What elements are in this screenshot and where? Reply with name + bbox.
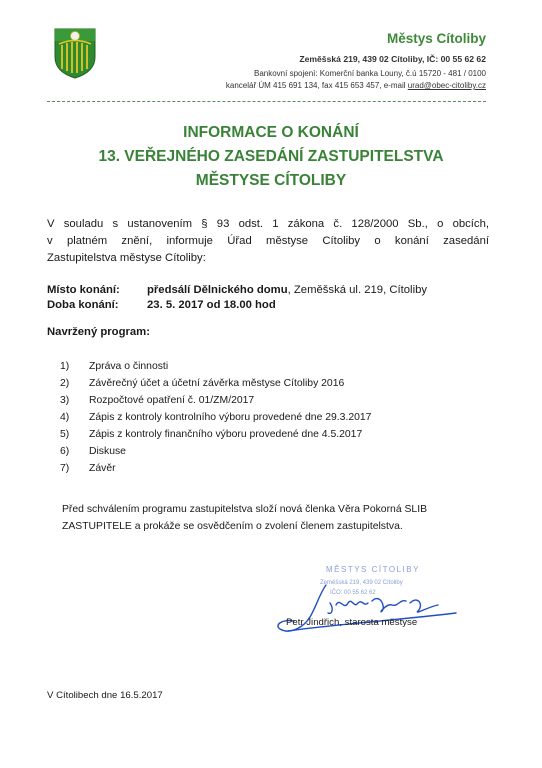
- program-list: [60, 358, 371, 477]
- list-item-number: 3): [60, 395, 70, 406]
- list-item-text: Diskuse: [89, 446, 126, 457]
- list-item-number: 1): [60, 361, 70, 372]
- list-item-number: 2): [60, 378, 70, 389]
- town-name: Městys Cítoliby: [386, 31, 486, 46]
- bank-details: Bankovní spojení: Komerční banka Louny, č.ú 15720 - 481 / 0100: [253, 69, 486, 78]
- list-item-text: Rozpočtové opatření č. 01/ZM/2017: [89, 395, 255, 406]
- list-item-text: Zpráva o činnosti: [89, 361, 169, 372]
- list-item: [60, 375, 371, 392]
- document-title-line-3: MĚSTYSE CÍTOLIBY: [195, 172, 347, 189]
- header-divider: [47, 101, 486, 102]
- list-item-number: 6): [60, 446, 70, 457]
- list-item: [60, 392, 371, 409]
- meeting-place-venue: předsálí Dělnického domu: [147, 284, 288, 296]
- list-item: [60, 460, 371, 477]
- meeting-place-label: Místo konání:: [47, 284, 120, 296]
- signer-name: Petr Jindřich, starosta městyse: [286, 617, 418, 628]
- stamp-line-2: Zeměšská 219, 439 02 Cítoliby: [320, 580, 403, 586]
- list-item-number: 5): [60, 429, 70, 440]
- town-address: Zeměšská 219, 439 02 Cítoliby, IČ: 00 55 62 62: [299, 54, 486, 64]
- meeting-time: [47, 297, 276, 314]
- list-item: [60, 426, 371, 443]
- meeting-place-address: , Zeměšská ul. 219, Cítoliby: [287, 284, 428, 296]
- meeting-time-label: Doba konání:: [47, 299, 119, 311]
- list-item: [60, 358, 371, 375]
- stamp-line-1: MĚSTYS CÍTOLIBY: [326, 565, 420, 574]
- intro-paragraph: [47, 216, 489, 267]
- list-item-text: Zápis z kontroly kontrolního výboru provedené dne 29.3.2017: [89, 412, 372, 423]
- intro-line-1: V souladu s ustanovením § 93 odst. 1 zákona č. 128/2000 Sb., o obcích,: [47, 218, 489, 230]
- list-item: [60, 443, 371, 460]
- document-title-line-2: 13. VEŘEJNÉHO ZASEDÁNÍ ZASTUPITELSTVA: [98, 148, 444, 165]
- email-link[interactable]: urad@obec-citoliby.cz: [407, 81, 486, 90]
- closing-line-1: Před schválením programu zastupitelstva složí nová členka Věra Pokorná SLIB: [62, 504, 428, 515]
- official-stamp: [268, 563, 468, 653]
- document-date: V Cítolibech dne 16.5.2017: [47, 690, 163, 701]
- intro-line-2: v platném znění, informuje Úřad městyse Cítoliby o konání zasedání: [47, 235, 489, 247]
- municipal-crest-logo: [53, 27, 97, 79]
- office-phone-fax: kancelář ÚM 415 691 134, fax 415 653 457, e-mail: [225, 81, 408, 90]
- office-contacts: [226, 81, 486, 90]
- intro-line-3: Zastupitelstva městyse Cítoliby:: [47, 252, 206, 264]
- list-item-text: Závěrečný účet a účetní závěrka městyse Cítoliby 2016: [89, 378, 345, 389]
- list-item-number: 7): [60, 463, 70, 474]
- list-item-text: Závěr: [89, 463, 116, 474]
- meeting-time-value: 23. 5. 2017 od 18.00 hod: [147, 299, 276, 311]
- document-title-line-1: INFORMACE O KONÁNÍ: [183, 124, 359, 141]
- program-heading: Navržený program:: [47, 326, 150, 338]
- list-item: [60, 409, 371, 426]
- closing-line-2: ZASTUPITELE a prokáže se osvědčením o zvolení členem zastupitelstva.: [62, 520, 403, 532]
- list-item-text: Zápis z kontroly finančního výboru provedené dne 4.5.2017: [89, 429, 363, 440]
- closing-paragraph: [62, 502, 482, 535]
- list-item-number: 4): [60, 412, 70, 423]
- stamp-line-3: IČO: 00 55 62 62: [330, 590, 376, 596]
